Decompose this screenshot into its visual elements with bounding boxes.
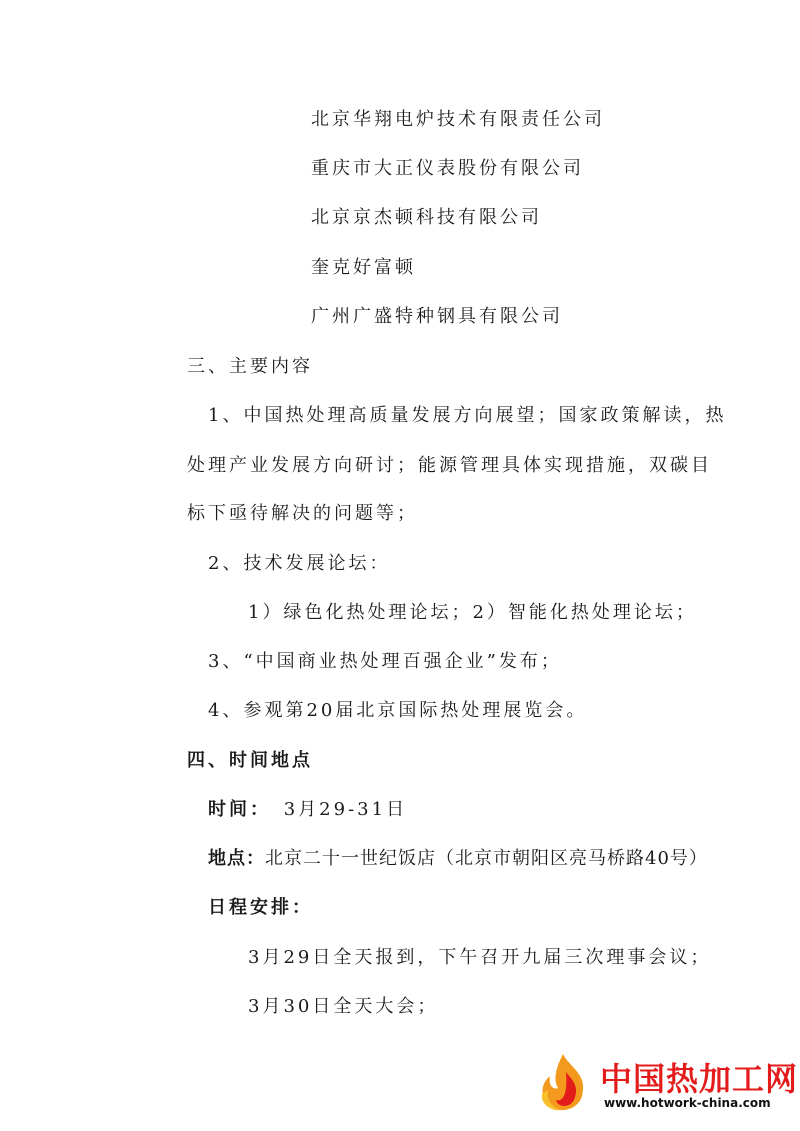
company-3: 北京京杰顿科技有限公司 <box>311 207 542 228</box>
time-label: 时间： <box>208 799 271 820</box>
schedule-label: 日程安排： <box>208 897 313 918</box>
watermark-name: 中国热加工网 <box>600 1060 799 1098</box>
item-3: 3、“中国商业热处理百强企业”发布； <box>208 651 562 672</box>
schedule-day-1: 3月29日全天报到，下午召开九届三次理事会议； <box>248 947 712 968</box>
watermark-logo <box>530 1048 799 1118</box>
place-value: 北京二十一世纪饭店（北京市朝阳区亮马桥路40号） <box>265 848 708 869</box>
place-label: 地点： <box>208 848 265 869</box>
flame-icon <box>530 1050 596 1116</box>
company-5: 广州广盛特种钢具有限公司 <box>311 306 563 327</box>
schedule-day-2: 3月30日全天大会； <box>248 996 439 1017</box>
section-3-heading: 三、主要内容 <box>187 356 313 377</box>
item-1-line-1: 1、中国热处理高质量发展方向展望；国家政策解读，热 <box>208 405 727 426</box>
item-4: 4、参观第20届北京国际热处理展览会。 <box>208 700 588 721</box>
item-1-line-2: 处理产业发展方向研讨；能源管理具体实现措施，双碳目 <box>187 455 712 476</box>
company-4: 奎克好富顿 <box>311 257 416 278</box>
place-row <box>208 847 708 871</box>
company-1: 北京华翔电炉技术有限责任公司 <box>311 109 605 130</box>
company-2: 重庆市大正仪表股份有限公司 <box>311 158 584 179</box>
section-4-heading: 四、时间地点 <box>187 750 313 771</box>
time-value: 3月29-31日 <box>283 799 408 820</box>
item-2: 2、技术发展论坛： <box>208 553 391 574</box>
time-row <box>208 798 407 822</box>
item-1-line-3: 标下亟待解决的问题等； <box>187 503 418 524</box>
item-2-sub: 1）绿色化热处理论坛；2）智能化热处理论坛； <box>248 602 697 623</box>
watermark-url[interactable]: www.hotwork-china.com <box>604 1096 771 1110</box>
